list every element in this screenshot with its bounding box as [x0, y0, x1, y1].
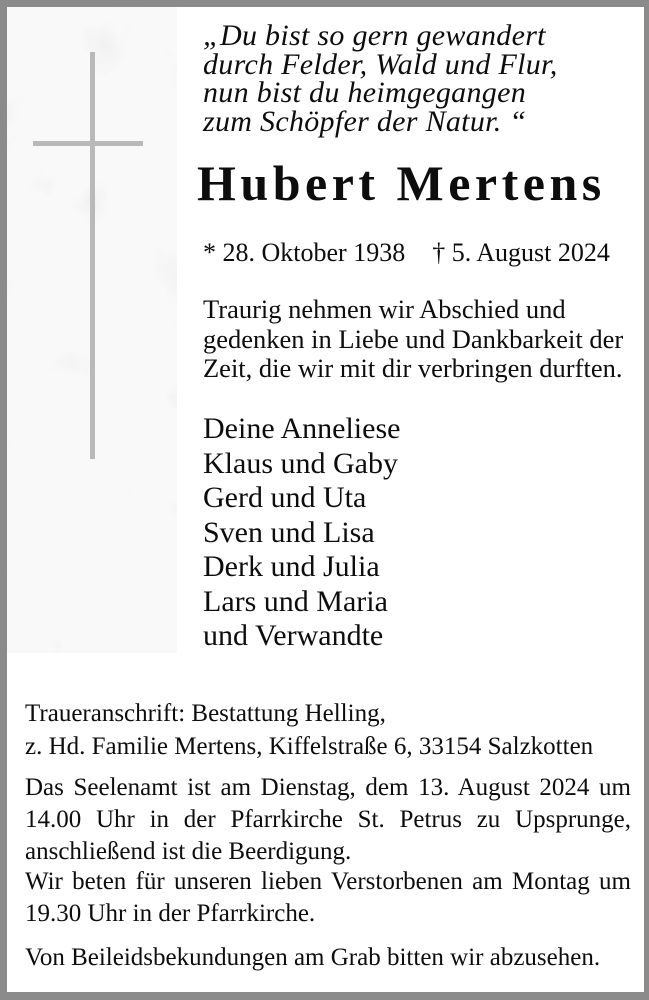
requiem-info	[25, 772, 631, 868]
family-name-line: Gerd und Uta	[203, 481, 367, 514]
paper-texture-panel	[7, 7, 177, 653]
farewell-line: gedenken in Liebe und Dankbarkeit der	[203, 323, 624, 354]
family-name-line: Deine Anneliese	[203, 412, 401, 445]
cross-vertical-bar	[90, 52, 95, 459]
family-name-line: und Verwandte	[203, 619, 384, 652]
cross-horizontal-bar	[33, 141, 143, 146]
deceased-name: Hubert Mertens	[197, 155, 606, 211]
condolence-note: Von Beileidsbekundungen am Grab bitten wir abzusehen.	[25, 944, 601, 971]
farewell-line: Traurig nehmen wir Abschied und	[203, 294, 566, 324]
family-name-line: Sven und Lisa	[203, 515, 375, 549]
quote-line: nun bist du heimgegangen	[203, 76, 526, 109]
quote-line: durch Felder, Wald und Flur,	[203, 47, 558, 81]
requiem-line: Das Seelenamt ist am Dienstag, dem 13. August 2024 um	[25, 774, 631, 801]
family-name-line: Klaus und Gaby	[203, 446, 398, 480]
death-date: † 5. August 2024	[432, 238, 610, 267]
address-line: Traueranschrift: Bestattung Helling,	[25, 700, 386, 727]
quote-line: zum Schöpfer der Natur. “	[203, 104, 527, 138]
prayer-line: 19.30 Uhr in der Pfarrkirche.	[25, 900, 316, 927]
family-name-line: Derk und Julia	[203, 550, 380, 583]
memorial-quote	[203, 19, 558, 138]
quote-line: „Du bist so gern gewandert	[203, 19, 546, 52]
prayer-line: Wir beten für unseren lieben Verstorbenen am Montag um	[25, 868, 631, 895]
requiem-line: anschließend ist die Beerdigung.	[25, 838, 352, 865]
requiem-line: 14.00 Uhr in der Pfarrkirche St. Petrus zu Upsprunge,	[25, 806, 631, 833]
farewell-line: Zeit, die wir mit dir verbringen durften.	[203, 353, 623, 383]
birth-date: * 28. Oktober 1938	[203, 238, 406, 267]
mourning-address	[25, 697, 631, 763]
family-names-list	[203, 412, 400, 654]
family-name-line: Lars und Maria	[203, 584, 388, 618]
farewell-text	[203, 295, 623, 384]
prayer-info	[25, 866, 631, 930]
address-line: z. Hd. Familie Mertens, Kiffelstraße 6, 33154 Salzkotten	[25, 733, 594, 760]
life-dates	[203, 238, 610, 268]
